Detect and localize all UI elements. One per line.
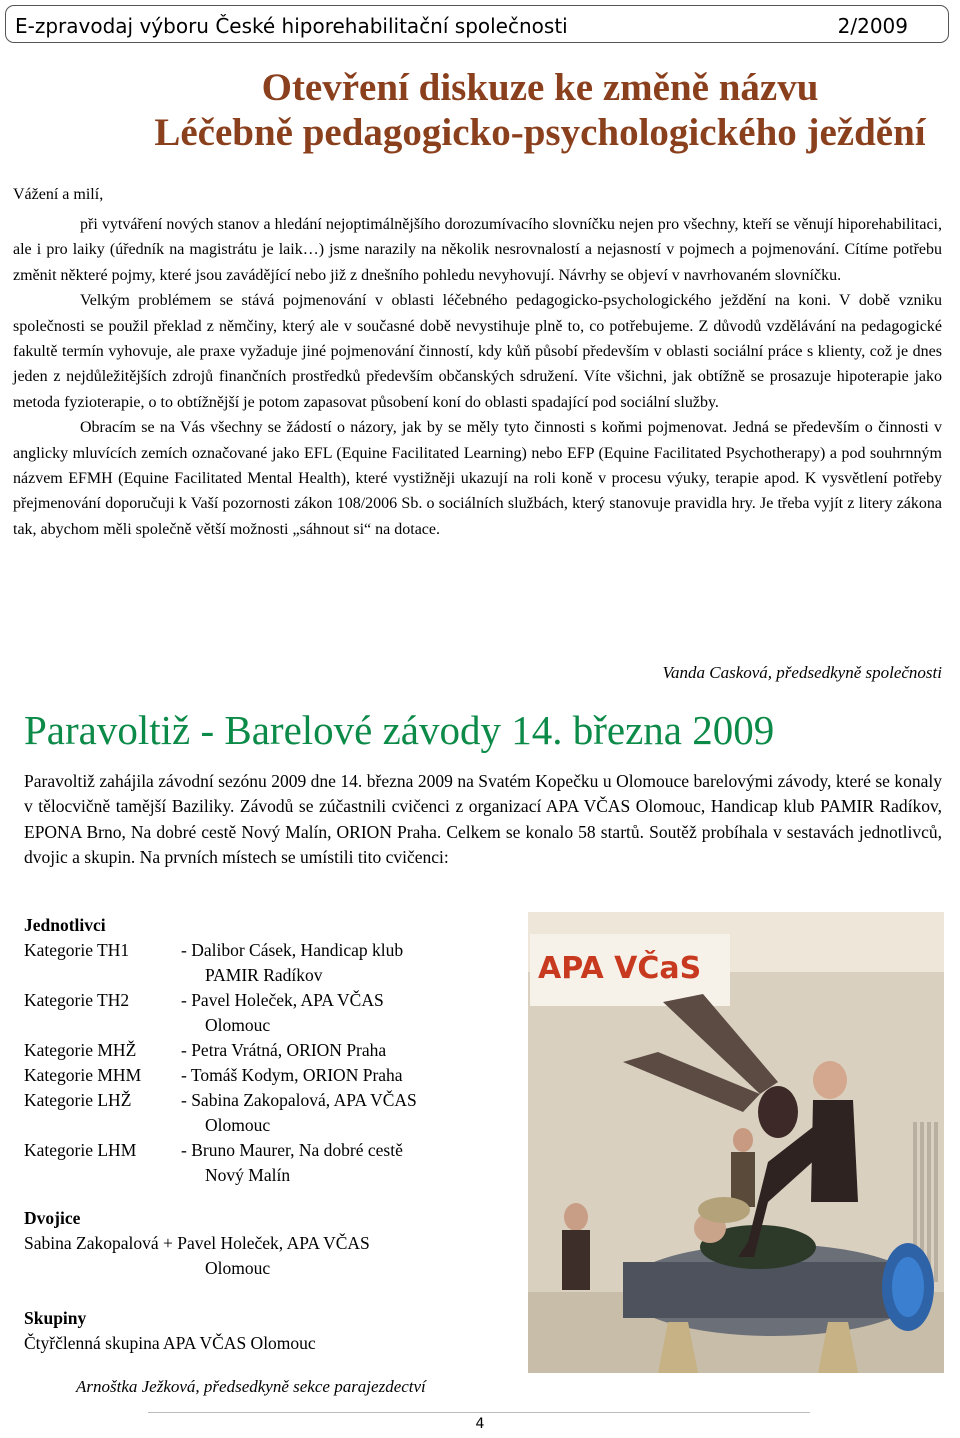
category-name: Kategorie TH1 [24,940,130,960]
result-row [24,1138,544,1163]
vaulting-photo [528,912,944,1373]
result-row [24,1038,544,1063]
newsletter-header [5,5,949,43]
category-winner: - Petra Vrátná, ORION Praha [181,1040,387,1060]
article-title-line2: Léčebně pedagogicko-psychologického ježdění [154,111,926,154]
category-name: Kategorie LHM [24,1140,137,1160]
category-winner: - Dalibor Cásek, Handicap klub [181,940,404,960]
article1-body [13,212,942,542]
result-row [24,938,544,963]
category-winner: - Bruno Maurer, Na dobré cestě [181,1140,403,1160]
result-row [24,988,544,1013]
winner-continuation: Olomouc [205,1015,271,1035]
pairs-result-continuation: Olomouc [205,1258,271,1278]
footer-divider [148,1412,810,1413]
category-winner: - Sabina Zakopalová, APA VČAS [181,1090,417,1110]
results-list [24,913,544,1356]
category-winner: - Tomáš Kodym, ORION Praha [181,1065,403,1085]
groups-heading: Skupiny [24,1308,87,1328]
category-name: Kategorie TH2 [24,990,130,1010]
category-name: Kategorie MHM [24,1065,142,1085]
header-title: E-zpravodaj výboru České hiporehabilitační společnosti [15,14,568,38]
individuals-heading: Jednotlivci [24,915,106,935]
pairs-result: Sabina Zakopalová + Pavel Holeček, APA VČAS [24,1233,370,1253]
result-row [24,1088,544,1113]
pairs-heading: Dvojice [24,1208,81,1228]
paragraph: při vytváření nových stanov a hledání nejoptimálnějšího dorozumívacího slovníčku nejen pro všechny, kteří se věnují hiporehabilitaci, ale i pro laiky (úředník na magistrátu je laik…) jsme narazily na několik nesrovnalostí a nejasností v pojmech a pojmenování. Cítíme potřebu změnit některé pojmy, které jsou zavádějící nebo již z dnešního pohledu nevyhovují. Návrhy se objeví v navrhovaném slovníčku. [13,216,942,284]
issue-number: 2/2009 [837,14,908,38]
winner-continuation: Nový Malín [205,1165,291,1185]
article2-signature: Arnoštka Ježková, předsedkyně sekce parajezdectví [76,1377,426,1396]
winner-continuation: PAMIR Radíkov [205,965,323,985]
greeting: Vážení a milí, [13,186,104,203]
category-winner: - Pavel Holeček, APA VČAS [181,990,384,1010]
page-number: 4 [475,1416,485,1432]
article2-intro: Paravoltiž zahájila závodní sezónu 2009 dne 14. března 2009 na Svatém Kopečku u Olomouce barelovými závody, které se konaly v tělocvičně tamější Baziliky. Závodů se zúčastnili cvičenci z organizací APA VČAS Olomouc, Handicap klub PAMIR Radíkov, EPONA Brno, Na dobré cestě Nový Malín, ORION Praha. Celkem se konalo 58 startů. Soutěž probíhala v sestavách jednotlivců, dvojic a skupin. Na prvních místech se umístili tito cvičenci: [24,771,942,867]
winner-continuation: Olomouc [205,1115,271,1135]
article-title-line1: Otevření diskuze ke změně názvu [261,66,819,109]
banner-logo-text: APA VČaS [538,951,702,986]
groups-result: Čtyřčlenná skupina APA VČAS Olomouc [24,1333,316,1353]
paragraph: Obracím se na Vás všechny se žádostí o názory, jak by se měly tyto činnosti s koňmi pojmenovat. Jedná se především o činnosti v anglicky mluvících zemích označované jako EFL (Equine Facilitated Learning) nebo EFP (Equine Facilitated Psychotherapy) a pod souhrnným názvem EFMH (Equine Facilitated Mental Health), které vystižněji ukazují na roli koně v procesu výuky, terapie apod. K vysvětlení potřeby přejmenování doporučuji k Vaší pozornosti zákon 108/2006 Sb. o sociálních službách, který stanovuje pravidla hry. Je třeba vyjít z litery zákona tak, abychom měli společně větší možnosti „sáhnout si“ na dotace. [13,419,942,538]
result-row [24,1063,544,1088]
paragraph: Velkým problémem se stává pojmenování v oblasti léčebného pedagogicko-psychologického ježdění na koni. V době vzniku společnosti se použil překlad z němčiny, který ale v současné době nevystihuje plně to, co potřebujeme. Z důvodů vzdělávání na pedagogické fakultě termín vyhovuje, ale praxe vyžaduje jiné pojmenování činností, kdy kůň působí především v oblasti sociální práce s klienty, což je dnes jeden z nejdůležitějších zdrojů finančních prostředků především občanských sdružení. Víte všichni, jak obtížně se prosazuje hipoterapie jako metoda fyzioterapie, o to obtížnější je potom zapasovat působení koní do oblasti spadající pod sociální služby. [13,292,942,411]
category-name: Kategorie MHŽ [24,1040,137,1060]
article2-title: Paravoltiž - Barelové závody 14. března 2009 [24,707,775,753]
category-name: Kategorie LHŽ [24,1090,132,1110]
article1-signature: Vanda Casková, předsedkyně společnosti [662,663,942,682]
